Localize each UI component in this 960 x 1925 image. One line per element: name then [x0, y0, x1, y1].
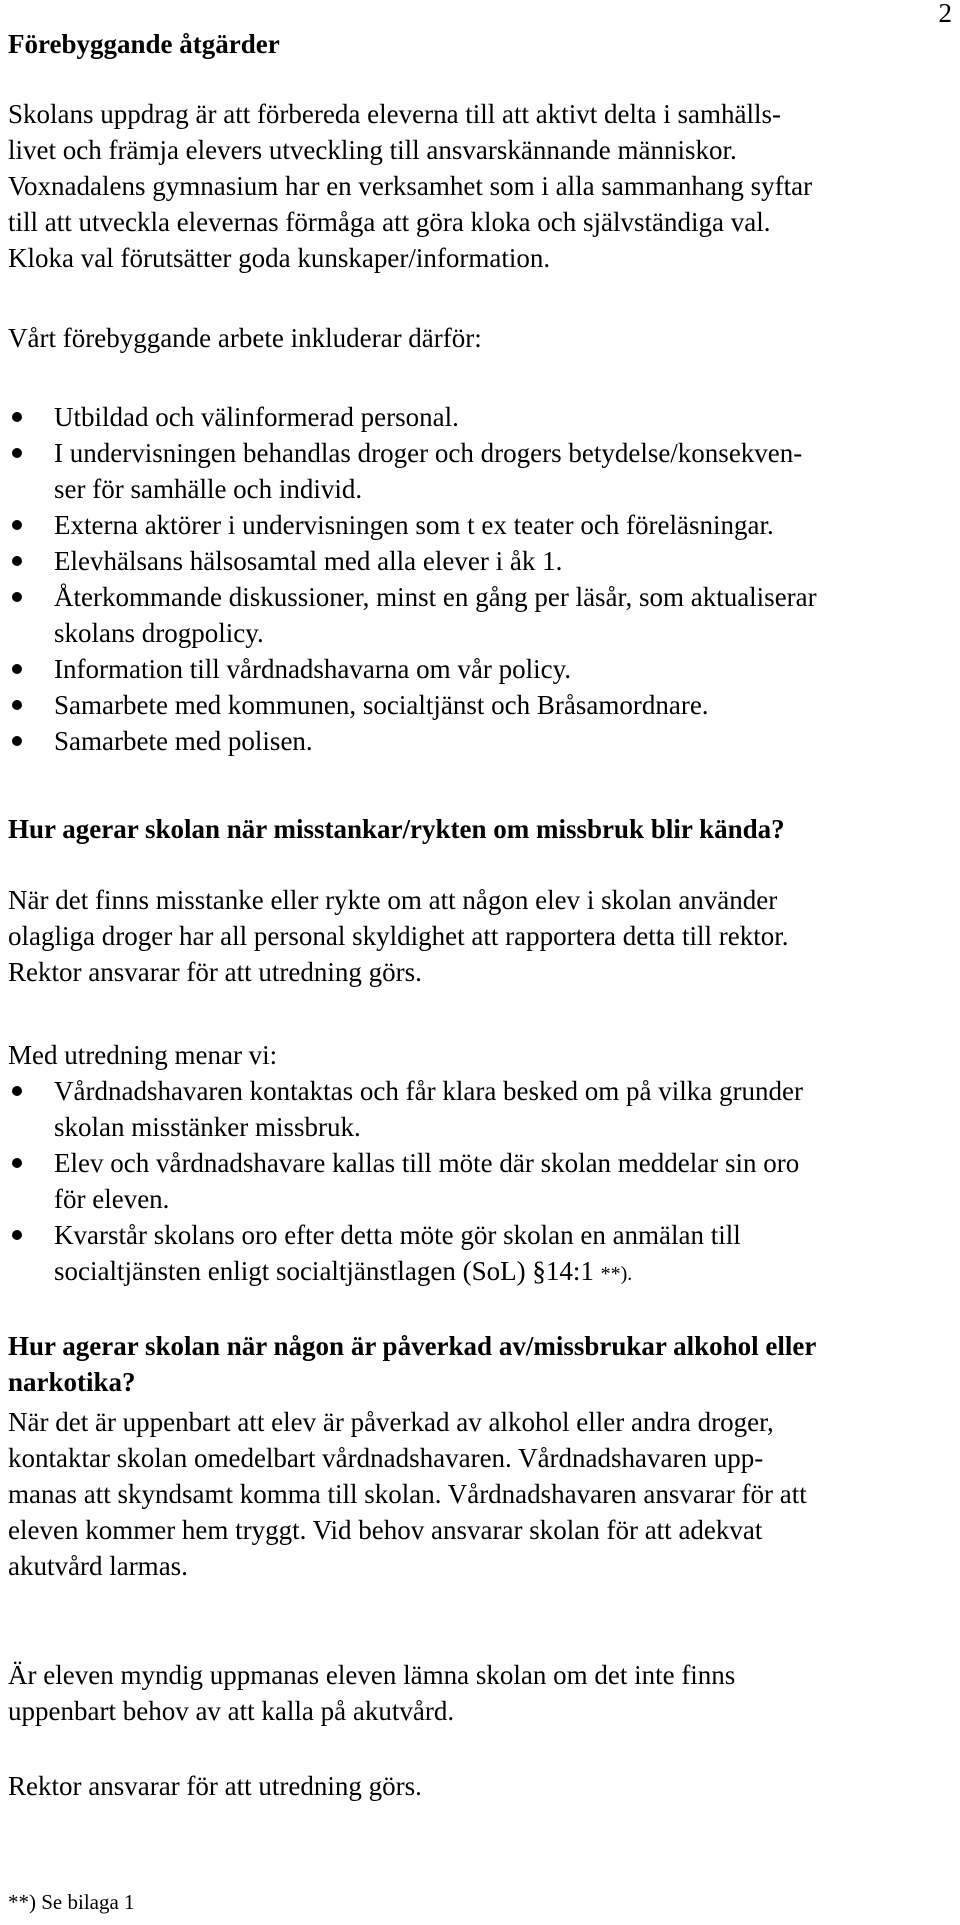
paragraph-line: akutvård larmas. [8, 1551, 188, 1581]
bullet-icon [12, 592, 22, 602]
principal-responsibility: Rektor ansvarar för att utredning görs. [8, 1771, 422, 1801]
bullet-icon [12, 700, 22, 710]
bullet-icon [12, 1086, 22, 1096]
investigation-list [8, 1073, 953, 1292]
paragraph-line: eleven kommer hem tryggt. Vid behov ansvarar skolan för att adekvat [8, 1515, 763, 1545]
intro-paragraph [8, 96, 948, 276]
paragraph-line: uppenbart behov av att kalla på akutvård. [8, 1696, 455, 1726]
bullet-icon [12, 412, 22, 422]
bullet-icon [12, 664, 22, 674]
paragraph-line: När det är uppenbart att elev är påverkad av alkohol eller andra droger, [8, 1407, 774, 1437]
bullet-icon [12, 1230, 22, 1240]
bullet-icon [12, 556, 22, 566]
paragraph-line: olagliga droger har all personal skyldighet att rapportera detta till rektor. [8, 921, 789, 951]
paragraph-line: När det finns misstanke eller rykte om att någon elev i skolan använder [8, 885, 778, 915]
list-item: Externa aktörer i undervisningen som t ex teater och föreläsningar. [8, 507, 953, 543]
investigation-lead: Med utredning menar vi: [8, 1040, 278, 1070]
list-item: I undervisningen behandlas droger och drogers betydelse/konsekven- ser för samhälle och individ. [8, 435, 953, 507]
bullet-icon [12, 520, 22, 530]
list-item: Utbildad och välinformerad personal. [8, 399, 953, 435]
bullet-icon [12, 736, 22, 746]
section-heading-forebyggande: Förebyggande åtgärder [8, 29, 280, 59]
list-item: Elev och vårdnadshavare kallas till möte där skolan meddelar sin oro för eleven. [8, 1145, 953, 1217]
paragraph-line: Är eleven myndig uppmanas eleven lämna skolan om det inte finns [8, 1660, 736, 1690]
intro-line: till att utveckla elevernas förmåga att göra kloka och självständiga val. [8, 207, 771, 237]
paragraph-line: manas att skyndsamt komma till skolan. Vårdnadshavaren ansvarar för att [8, 1479, 807, 1509]
footnote: **) Se bilaga 1 [8, 1890, 135, 1914]
suspicion-paragraph [8, 882, 948, 990]
section-heading-paverkad: Hur agerar skolan när någon är påverkad av/missbrukar alkohol eller narkotika? [8, 1331, 817, 1397]
list-item: Samarbete med polisen. [8, 723, 953, 759]
paragraph-line: kontaktar skolan omedelbart vårdnadshavaren. Vårdnadshavaren upp- [8, 1443, 764, 1473]
list-item: Samarbete med kommunen, socialtjänst och Bråsamordnare. [8, 687, 953, 723]
influence-paragraph [8, 1404, 948, 1584]
intro-line: Skolans uppdrag är att förbereda eleverna till att aktivt delta i samhälls- [8, 99, 781, 129]
bullet-icon [12, 1158, 22, 1168]
section-heading-misstankar: Hur agerar skolan när misstankar/rykten om missbruk blir kända? [8, 814, 785, 844]
intro-line: livet och främja elevers utveckling till ansvarskännande människor. [8, 135, 737, 165]
prevention-list [8, 399, 953, 759]
paragraph-line: Rektor ansvarar för att utredning görs. [8, 957, 422, 987]
list-item: Vårdnadshavaren kontaktas och får klara besked om på vilka grunder skolan misstänker missbruk. [8, 1073, 953, 1145]
list-item: Information till vårdnadshavarna om vår policy. [8, 651, 953, 687]
list-item: Elevhälsans hälsosamtal med alla elever i åk 1. [8, 543, 953, 579]
intro-line: Voxnadalens gymnasium har en verksamhet som i alla sammanhang syftar [8, 171, 813, 201]
page-number: 2 [938, 0, 952, 28]
intro-line: Kloka val förutsätter goda kunskaper/information. [8, 243, 551, 273]
prevention-lead: Vårt förebyggande arbete inkluderar därför: [8, 323, 482, 353]
list-item: Kvarstår skolans oro efter detta möte gör skolan en anmälan till socialtjänsten enligt socialtjänstlagen (SoL) §14:1 **). [8, 1217, 953, 1292]
bullet-icon [12, 448, 22, 458]
adult-student-paragraph [8, 1657, 948, 1729]
list-item: Återkommande diskussioner, minst en gång per läsår, som aktualiserar skolans drogpolicy. [8, 579, 953, 651]
footnote-reference: **). [600, 1263, 633, 1285]
